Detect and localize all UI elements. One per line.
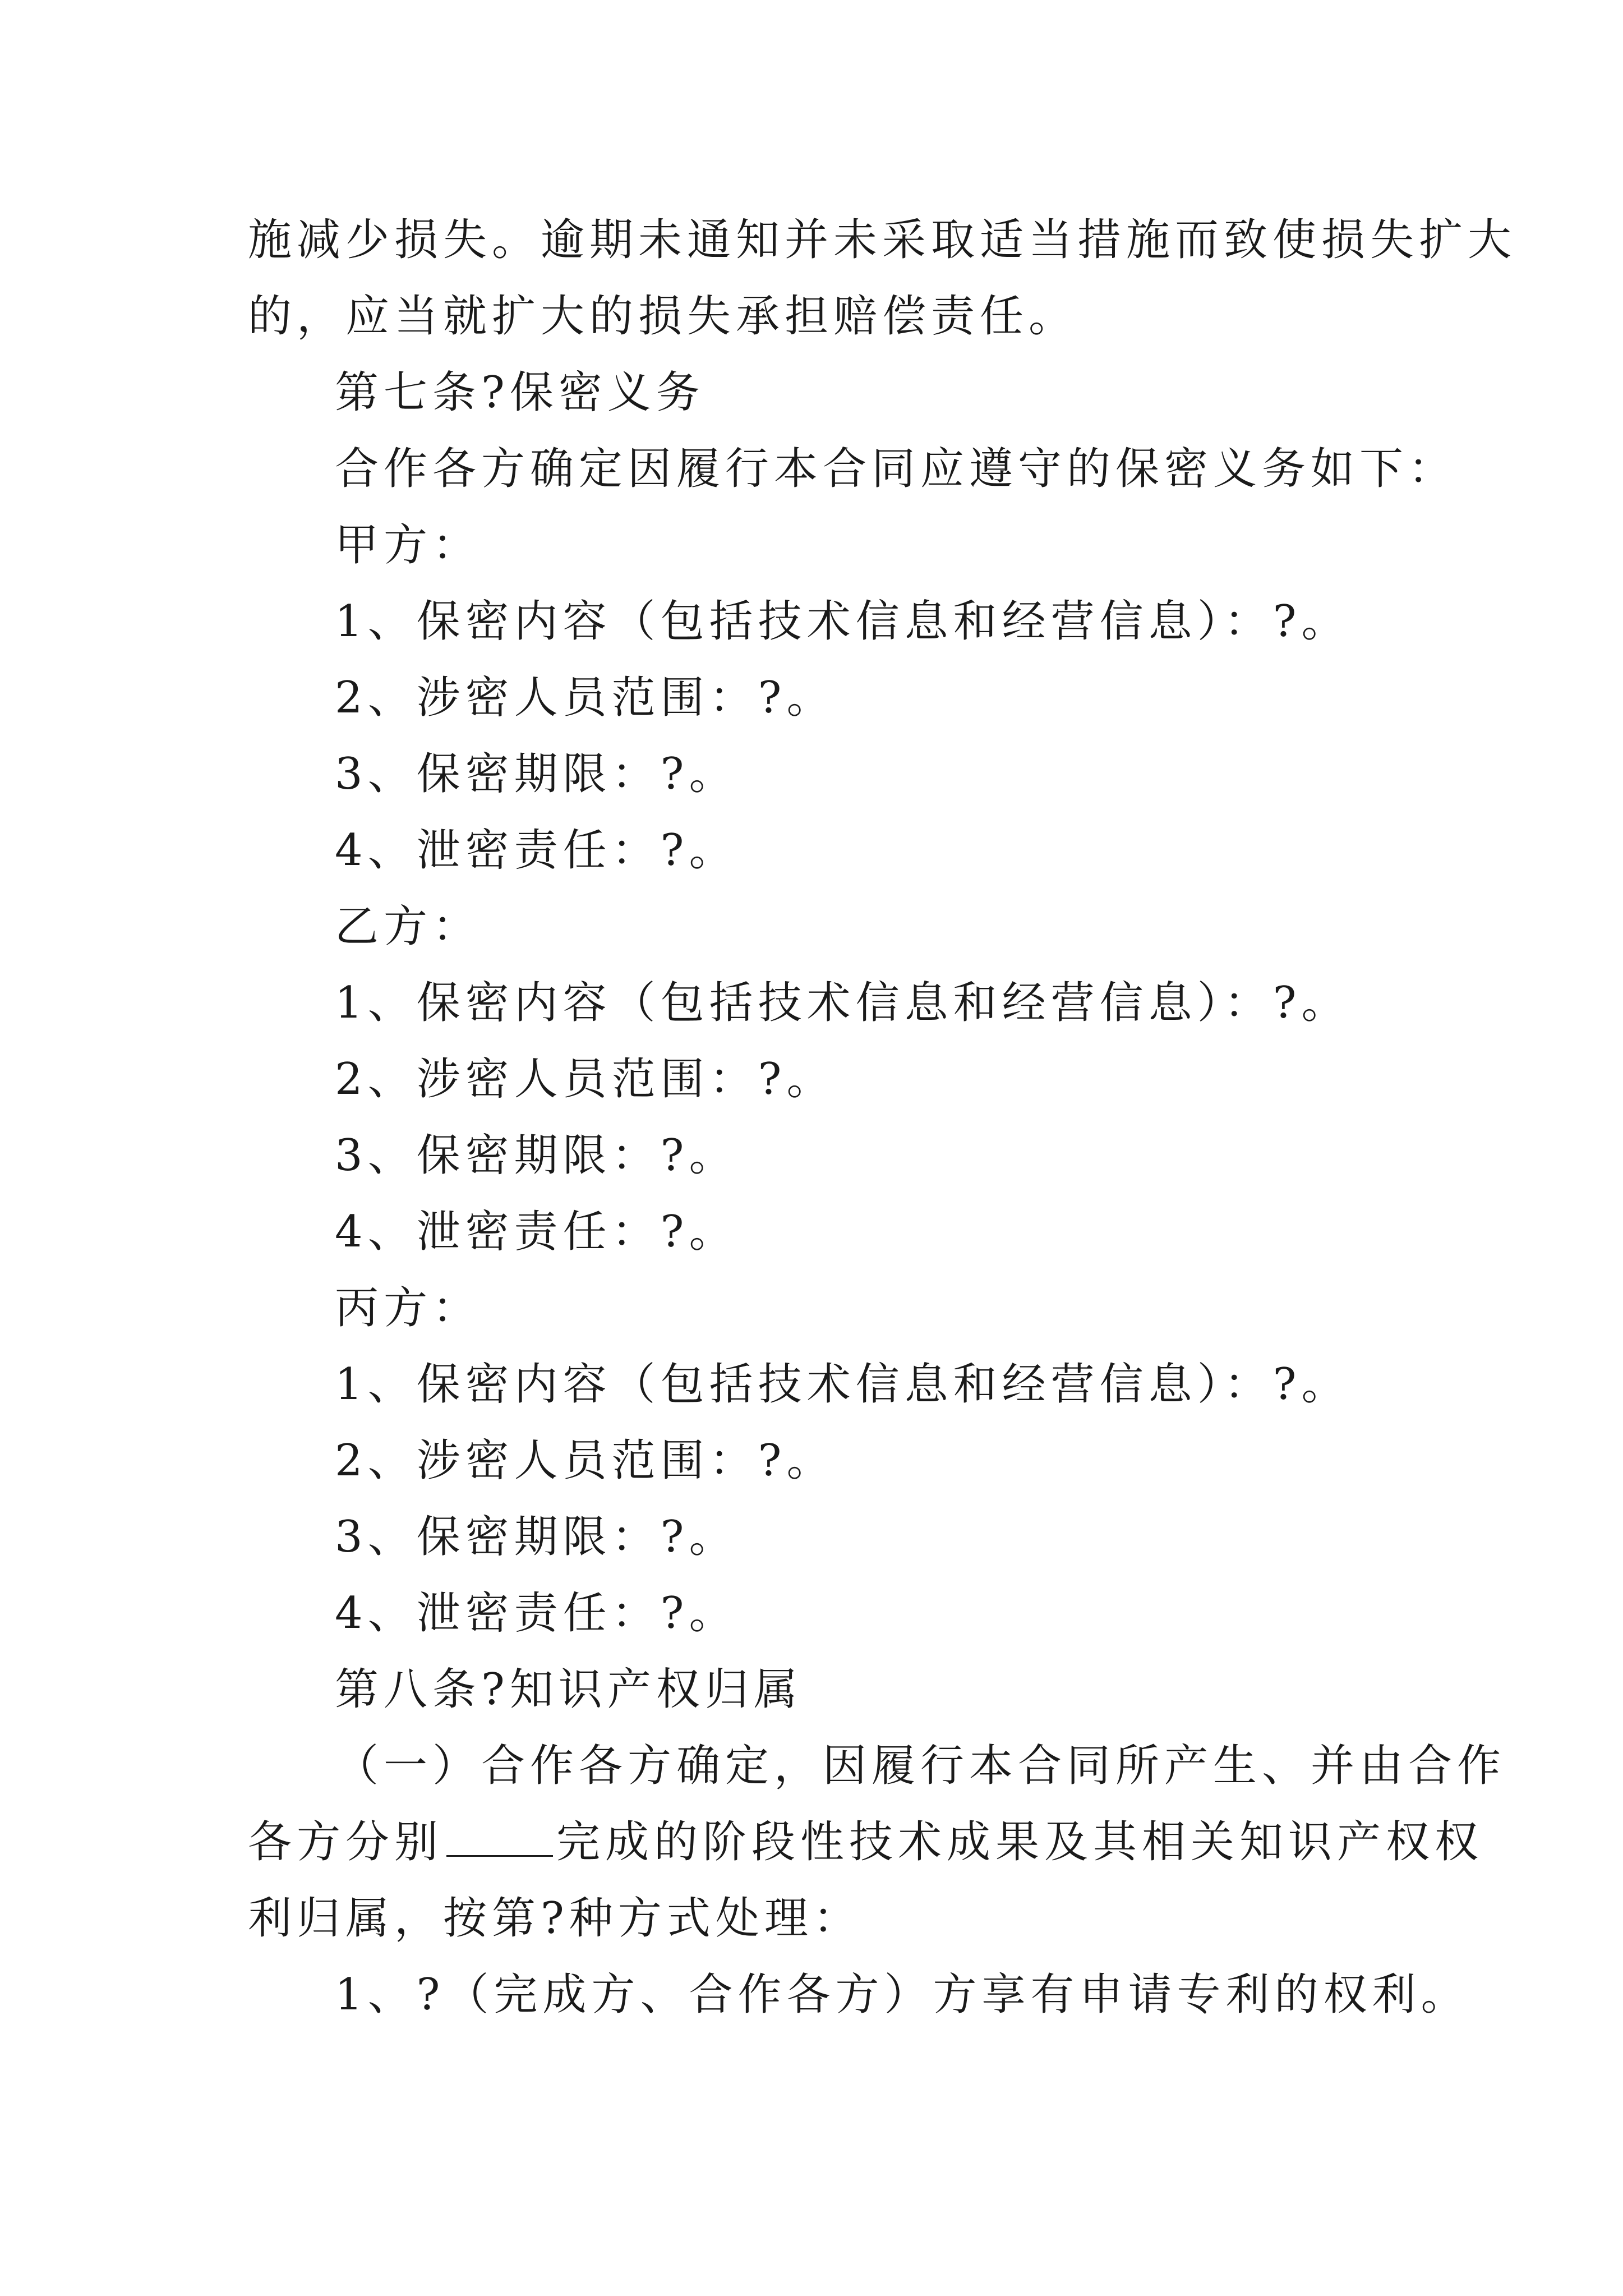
list-item: 4、泄密责任：?。: [335, 1588, 738, 1639]
paragraph-text: 各方分别: [248, 1817, 444, 1867]
list-item: 4、泄密责任：?。: [335, 1207, 738, 1257]
party-heading-b: 乙方：: [335, 901, 482, 952]
list-item: 2、涉密人员范围：?。: [335, 1435, 836, 1486]
list-item: 1、保密内容（包括技术信息和经营信息）：?。: [335, 1359, 1350, 1410]
section-heading-article-7: 第七条?保密义务: [335, 367, 705, 418]
list-item: 2、涉密人员范围：?。: [335, 1054, 836, 1105]
fill-in-blank: [446, 1816, 553, 1857]
party-heading-c: 丙方：: [335, 1283, 482, 1333]
list-item: 4、泄密责任：?。: [335, 825, 738, 876]
paragraph-line: 合作各方确定因履行本合同应遵守的保密义务如下：: [335, 444, 1458, 494]
document-body: [248, 202, 1517, 2033]
list-item: 2、涉密人员范围：?。: [335, 673, 836, 723]
paragraph-line: 利归属，按第?种方式处理：: [248, 1893, 862, 1944]
paragraph-line-with-blank: [248, 1804, 1484, 1880]
paragraph-text: 完成的阶段性技术成果及其相关知识产权权: [556, 1817, 1484, 1867]
list-item: 1、保密内容（包括技术信息和经营信息）：?。: [335, 978, 1350, 1028]
list-item: 3、保密期限：?。: [335, 1130, 738, 1181]
paragraph-line: （一）合作各方确定，因履行本合同所产生、并由合作: [335, 1741, 1506, 1791]
party-heading-a: 甲方：: [335, 520, 482, 570]
list-item: 3、保密期限：?。: [335, 749, 738, 799]
section-heading-article-8: 第八条?知识产权归属: [335, 1664, 803, 1715]
list-item: 1、保密内容（包括技术信息和经营信息）：?。: [335, 596, 1350, 647]
list-item: 1、?（完成方、合作各方）方享有申请专利的权利。: [335, 1970, 1470, 2020]
paragraph-line: 的，应当就扩大的损失承担赔偿责任。: [248, 291, 1078, 342]
paragraph-line: 施减少损失。逾期未通知并未采取适当措施而致使损失扩大: [248, 215, 1517, 265]
list-item: 3、保密期限：?。: [335, 1512, 738, 1562]
